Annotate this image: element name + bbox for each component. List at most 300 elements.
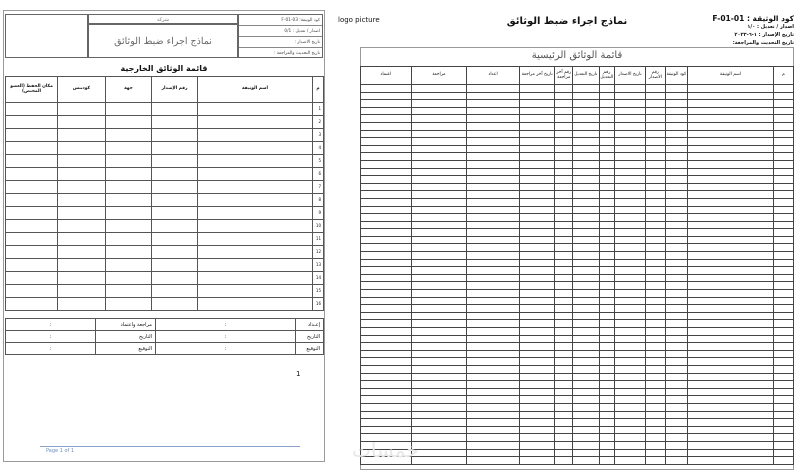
- table-cell: [152, 272, 198, 285]
- table-cell: [106, 233, 152, 246]
- table-row: [361, 229, 794, 237]
- header-approval: اعتماد: [361, 67, 412, 85]
- table-cell: [555, 441, 573, 449]
- table-cell: [411, 449, 466, 457]
- table-cell: [615, 85, 646, 93]
- table-row: [6, 233, 324, 246]
- table-cell: [555, 350, 573, 358]
- table-cell: [467, 252, 520, 260]
- table-cell: [599, 92, 614, 100]
- table-row: [361, 160, 794, 168]
- table-cell: [687, 274, 773, 282]
- table-cell: [467, 138, 520, 146]
- table-cell: [361, 411, 412, 419]
- left-page-number: 1: [296, 370, 301, 378]
- table-cell: [520, 457, 555, 465]
- table-cell: [599, 236, 614, 244]
- header-document-name: اسم الوثيقة: [687, 67, 773, 85]
- table-row: [361, 434, 794, 442]
- right-document-page: [332, 0, 800, 470]
- table-cell: [361, 290, 412, 298]
- table-row: [361, 328, 794, 336]
- table-cell: [361, 183, 412, 191]
- table-cell: [774, 419, 794, 427]
- table-cell: [645, 138, 665, 146]
- table-cell: [520, 290, 555, 298]
- table-cell: [555, 343, 573, 351]
- table-cell: [152, 285, 198, 298]
- left-signature-block: [5, 318, 324, 355]
- table-cell: [467, 176, 520, 184]
- table-cell: [58, 194, 106, 207]
- prepared-date-label: التاريخ: [296, 331, 324, 343]
- table-cell: [573, 320, 600, 328]
- table-row: [361, 290, 794, 298]
- table-row: [6, 181, 324, 194]
- table-cell: [198, 246, 313, 259]
- table-row: [361, 206, 794, 214]
- table-cell: [411, 236, 466, 244]
- table-cell: [467, 335, 520, 343]
- table-cell: [467, 434, 520, 442]
- table-cell: [411, 153, 466, 161]
- table-cell: [665, 206, 687, 214]
- table-cell: [520, 206, 555, 214]
- table-cell: [774, 153, 794, 161]
- table-cell: [687, 411, 773, 419]
- table-cell: [573, 396, 600, 404]
- table-cell: [520, 441, 555, 449]
- table-cell: [6, 233, 58, 246]
- table-cell: [665, 381, 687, 389]
- table-cell: [152, 233, 198, 246]
- table-cell: [645, 206, 665, 214]
- table-cell: [152, 129, 198, 142]
- table-cell: [774, 282, 794, 290]
- table-cell: [361, 107, 412, 115]
- table-cell: [645, 282, 665, 290]
- table-cell: [774, 236, 794, 244]
- table-row: [361, 191, 794, 199]
- table-cell: [665, 183, 687, 191]
- table-cell: [774, 457, 794, 465]
- table-cell: [774, 434, 794, 442]
- table-cell: [467, 457, 520, 465]
- table-cell: [361, 312, 412, 320]
- table-cell: [665, 335, 687, 343]
- table-cell: [361, 130, 412, 138]
- table-cell: [599, 305, 614, 313]
- table-cell: [615, 411, 646, 419]
- table-cell: [645, 198, 665, 206]
- table-cell: [615, 236, 646, 244]
- table-cell: [687, 236, 773, 244]
- table-cell: [573, 403, 600, 411]
- table-cell: [106, 142, 152, 155]
- table-cell: [774, 411, 794, 419]
- table-cell: [615, 206, 646, 214]
- table-cell: [645, 434, 665, 442]
- table-cell: [152, 207, 198, 220]
- table-row: [361, 244, 794, 252]
- table-cell: [520, 107, 555, 115]
- table-cell: [645, 396, 665, 404]
- table-row: [361, 343, 794, 351]
- table-row: [361, 252, 794, 260]
- table-cell: [467, 411, 520, 419]
- table-cell: [520, 388, 555, 396]
- master-documents-body: [361, 85, 794, 465]
- table-cell: [573, 449, 600, 457]
- table-cell: [467, 419, 520, 427]
- table-cell: [520, 160, 555, 168]
- row-number: 6: [313, 168, 324, 181]
- table-cell: [599, 130, 614, 138]
- table-cell: [687, 290, 773, 298]
- table-cell: [361, 252, 412, 260]
- table-cell: [555, 252, 573, 260]
- table-cell: [6, 246, 58, 259]
- table-cell: [555, 434, 573, 442]
- table-cell: [615, 358, 646, 366]
- table-cell: [555, 244, 573, 252]
- table-cell: [411, 191, 466, 199]
- table-cell: [361, 419, 412, 427]
- table-cell: [467, 305, 520, 313]
- table-cell: [520, 244, 555, 252]
- table-cell: [599, 441, 614, 449]
- table-row: [361, 449, 794, 457]
- table-cell: [687, 183, 773, 191]
- table-cell: [645, 350, 665, 358]
- table-cell: [573, 130, 600, 138]
- table-cell: [520, 214, 555, 222]
- row-number: 5: [313, 155, 324, 168]
- table-cell: [573, 206, 600, 214]
- table-cell: [6, 116, 58, 129]
- table-row: [6, 246, 324, 259]
- review-date-label: التاريخ: [96, 331, 156, 343]
- table-cell: [599, 282, 614, 290]
- table-cell: [573, 214, 600, 222]
- table-row: [361, 396, 794, 404]
- table-row: [361, 335, 794, 343]
- watermark-logo: خمسات: [352, 438, 419, 462]
- table-row: [361, 221, 794, 229]
- table-cell: [361, 259, 412, 267]
- table-cell: [774, 221, 794, 229]
- table-cell: [520, 100, 555, 108]
- table-cell: [520, 183, 555, 191]
- table-cell: [573, 176, 600, 184]
- table-cell: [599, 183, 614, 191]
- table-row: [361, 381, 794, 389]
- table-header-row: [361, 67, 794, 85]
- table-cell: [361, 282, 412, 290]
- table-row: [361, 312, 794, 320]
- table-cell: [6, 155, 58, 168]
- table-cell: [615, 183, 646, 191]
- table-cell: [361, 403, 412, 411]
- table-cell: [615, 335, 646, 343]
- table-cell: [665, 282, 687, 290]
- table-cell: [520, 358, 555, 366]
- table-cell: [645, 259, 665, 267]
- table-cell: [774, 168, 794, 176]
- table-row: [361, 115, 794, 123]
- table-cell: [687, 153, 773, 161]
- table-cell: [520, 419, 555, 427]
- table-cell: [361, 229, 412, 237]
- table-cell: [599, 419, 614, 427]
- left-meta-block: [238, 14, 323, 58]
- table-cell: [615, 145, 646, 153]
- table-cell: [615, 328, 646, 336]
- table-cell: [573, 107, 600, 115]
- table-cell: [6, 298, 58, 311]
- table-cell: [599, 198, 614, 206]
- table-cell: [58, 103, 106, 116]
- table-cell: [665, 198, 687, 206]
- table-cell: [555, 236, 573, 244]
- table-row: [361, 168, 794, 176]
- table-cell: [6, 142, 58, 155]
- table-cell: [555, 388, 573, 396]
- table-cell: [361, 100, 412, 108]
- row-number: 7: [313, 181, 324, 194]
- table-cell: [774, 183, 794, 191]
- table-cell: [520, 176, 555, 184]
- table-cell: [687, 434, 773, 442]
- table-cell: [687, 350, 773, 358]
- table-cell: [599, 176, 614, 184]
- row-number: 3: [313, 129, 324, 142]
- table-cell: [555, 267, 573, 275]
- table-cell: [58, 116, 106, 129]
- table-cell: [555, 206, 573, 214]
- table-cell: [58, 272, 106, 285]
- table-cell: [687, 206, 773, 214]
- table-cell: [467, 145, 520, 153]
- table-cell: [555, 403, 573, 411]
- table-cell: [411, 183, 466, 191]
- table-cell: [687, 403, 773, 411]
- table-cell: [411, 85, 466, 93]
- table-cell: [687, 145, 773, 153]
- table-cell: [555, 191, 573, 199]
- table-cell: [645, 320, 665, 328]
- table-cell: [555, 449, 573, 457]
- table-cell: [645, 274, 665, 282]
- signature-row-date: [6, 331, 324, 343]
- table-cell: [774, 365, 794, 373]
- table-cell: [152, 168, 198, 181]
- table-cell: [615, 343, 646, 351]
- table-cell: [555, 122, 573, 130]
- table-cell: [573, 335, 600, 343]
- table-cell: [665, 160, 687, 168]
- table-cell: [411, 381, 466, 389]
- table-cell: [361, 153, 412, 161]
- table-cell: [573, 434, 600, 442]
- header-document-name: اسم الوثيقة: [198, 77, 313, 103]
- table-cell: [665, 221, 687, 229]
- table-cell: [411, 335, 466, 343]
- table-header-row: [6, 77, 324, 103]
- table-cell: [411, 312, 466, 320]
- table-cell: [774, 198, 794, 206]
- table-cell: [599, 381, 614, 389]
- table-cell: [645, 244, 665, 252]
- table-cell: [467, 388, 520, 396]
- table-cell: [198, 168, 313, 181]
- table-cell: [615, 305, 646, 313]
- logo-placeholder: logo picture: [338, 16, 380, 24]
- table-cell: [687, 198, 773, 206]
- table-cell: [467, 328, 520, 336]
- table-cell: [555, 168, 573, 176]
- table-cell: [467, 229, 520, 237]
- table-cell: [687, 176, 773, 184]
- prepared-signature-colon: :: [156, 343, 296, 355]
- table-cell: [573, 115, 600, 123]
- table-cell: [555, 130, 573, 138]
- review-label: مراجعة واعتماد: [96, 319, 156, 331]
- table-cell: [615, 457, 646, 465]
- table-cell: [106, 207, 152, 220]
- table-cell: [467, 282, 520, 290]
- table-cell: [573, 122, 600, 130]
- table-cell: [152, 142, 198, 155]
- table-cell: [361, 221, 412, 229]
- table-cell: [520, 312, 555, 320]
- table-cell: [555, 282, 573, 290]
- table-cell: [645, 130, 665, 138]
- table-cell: [198, 181, 313, 194]
- row-number: 13: [313, 259, 324, 272]
- table-cell: [645, 191, 665, 199]
- table-cell: [411, 214, 466, 222]
- table-cell: [361, 335, 412, 343]
- table-cell: [665, 388, 687, 396]
- table-cell: [645, 176, 665, 184]
- table-cell: [665, 434, 687, 442]
- table-cell: [573, 358, 600, 366]
- table-row: [361, 138, 794, 146]
- table-cell: [645, 183, 665, 191]
- table-cell: [555, 290, 573, 298]
- table-cell: [411, 282, 466, 290]
- table-cell: [555, 153, 573, 161]
- table-cell: [520, 221, 555, 229]
- table-cell: [687, 122, 773, 130]
- table-cell: [599, 350, 614, 358]
- table-cell: [615, 221, 646, 229]
- header-last-review-date: تاريخ آخر مراجعة: [520, 67, 555, 85]
- table-cell: [645, 358, 665, 366]
- left-document-page: [0, 0, 328, 470]
- table-cell: [361, 138, 412, 146]
- table-cell: [573, 426, 600, 434]
- table-cell: [774, 122, 794, 130]
- table-cell: [645, 403, 665, 411]
- signature-row-signature: [6, 343, 324, 355]
- table-cell: [573, 343, 600, 351]
- table-cell: [58, 246, 106, 259]
- table-cell: [198, 220, 313, 233]
- table-cell: [615, 403, 646, 411]
- table-cell: [467, 221, 520, 229]
- table-cell: [411, 145, 466, 153]
- table-cell: [645, 449, 665, 457]
- table-cell: [645, 236, 665, 244]
- table-cell: [467, 449, 520, 457]
- table-cell: [599, 373, 614, 381]
- table-cell: [411, 221, 466, 229]
- table-cell: [520, 236, 555, 244]
- table-row: [361, 259, 794, 267]
- table-cell: [555, 373, 573, 381]
- table-cell: [687, 457, 773, 465]
- table-cell: [665, 396, 687, 404]
- table-cell: [106, 272, 152, 285]
- right-document-title: نماذج اجراء ضبط الوثائق: [506, 16, 628, 27]
- table-cell: [665, 236, 687, 244]
- table-cell: [58, 129, 106, 142]
- table-cell: [615, 274, 646, 282]
- table-cell: [106, 259, 152, 272]
- table-cell: [58, 259, 106, 272]
- table-cell: [573, 160, 600, 168]
- table-cell: [520, 229, 555, 237]
- table-cell: [6, 220, 58, 233]
- table-cell: [687, 115, 773, 123]
- table-cell: [665, 441, 687, 449]
- table-row: [6, 194, 324, 207]
- table-cell: [573, 305, 600, 313]
- table-cell: [411, 198, 466, 206]
- table-cell: [645, 153, 665, 161]
- table-row: [361, 214, 794, 222]
- table-cell: [467, 441, 520, 449]
- table-cell: [665, 259, 687, 267]
- table-cell: [411, 403, 466, 411]
- table-cell: [774, 328, 794, 336]
- table-row: [6, 155, 324, 168]
- table-cell: [573, 191, 600, 199]
- table-cell: [573, 441, 600, 449]
- table-cell: [361, 297, 412, 305]
- table-cell: [411, 122, 466, 130]
- table-cell: [573, 373, 600, 381]
- table-cell: [774, 426, 794, 434]
- table-cell: [573, 388, 600, 396]
- table-cell: [520, 259, 555, 267]
- table-cell: [411, 343, 466, 351]
- table-cell: [411, 297, 466, 305]
- table-cell: [520, 92, 555, 100]
- table-cell: [411, 92, 466, 100]
- table-cell: [467, 358, 520, 366]
- table-cell: [665, 343, 687, 351]
- table-row: [361, 267, 794, 275]
- table-cell: [555, 426, 573, 434]
- table-row: [361, 457, 794, 465]
- table-cell: [555, 138, 573, 146]
- table-cell: [520, 350, 555, 358]
- table-cell: [615, 138, 646, 146]
- table-row: [6, 285, 324, 298]
